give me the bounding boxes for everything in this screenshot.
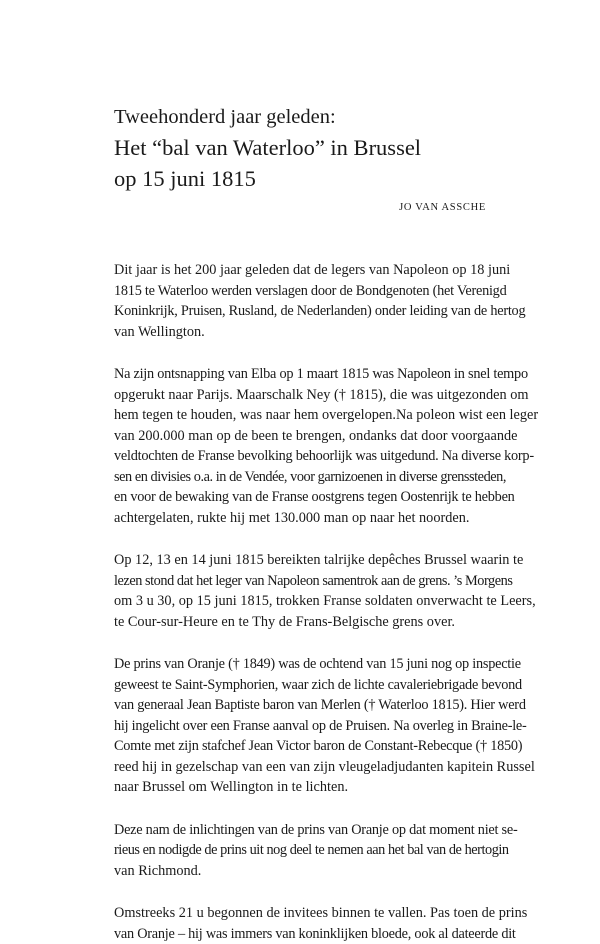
text-line: van Oranje – hij was immers van koninklijken bloede, ook al dateerde dit — [114, 924, 500, 944]
text-line: achtergelaten, rukte hij met 130.000 man op naar het noorden. — [114, 508, 500, 529]
paragraph-4 — [114, 654, 500, 798]
text-line: van generaal Jean Baptiste baron van Merlen († Waterloo 1815). Hier werd — [114, 695, 500, 716]
author-name: JO VAN ASSCHE — [399, 202, 486, 213]
paragraph-5 — [114, 820, 500, 882]
title-line-1: Tweehonderd jaar geleden: — [114, 102, 534, 132]
paragraph-6 — [114, 903, 500, 944]
text-line: Op 12, 13 en 14 juni 1815 bereikten talrijke depêches Brussel waarin te — [114, 550, 500, 571]
text-line: lezen stond dat het leger van Napoleon samentrok aan de grens. ’s Morgens — [114, 571, 500, 592]
text-line: hij ingelicht over een Franse aanval op de Pruisen. Na overleg in Braine-le- — [114, 716, 500, 737]
text-line: opgerukt naar Parijs. Maarschalk Ney († 1815), die was uitgezonden om — [114, 385, 500, 406]
text-line: om 3 u 30, op 15 juni 1815, trokken Franse soldaten onverwacht te Leers, — [114, 591, 500, 612]
text-line: 1815 te Waterloo werden verslagen door de Bondgenoten (het Verenigd — [114, 281, 500, 302]
text-line: en voor de bewaking van de Franse oostgrens tegen Oostenrijk te hebben — [114, 487, 500, 508]
paragraph-3 — [114, 550, 500, 632]
title-line-2: Het “bal van Waterloo” in Brussel — [114, 132, 534, 163]
text-line: Dit jaar is het 200 jaar geleden dat de legers van Napoleon op 18 juni — [114, 260, 500, 281]
text-line: Omstreeks 21 u begonnen de invitees binnen te vallen. Pas toen de prins — [114, 903, 500, 924]
text-line: veldtochten de Franse bevolking behoorlijk was uitgedund. Na diverse korp- — [114, 446, 500, 467]
text-line: De prins van Oranje († 1849) was de ochtend van 15 juni nog op inspectie — [114, 654, 500, 675]
article-body — [114, 260, 500, 944]
text-line: rieus en nodigde de prins uit nog deel te nemen aan het bal van de hertogin — [114, 840, 500, 861]
text-line: reed hij in gezelschap van een van zijn vleugeladjudanten kapitein Russel — [114, 757, 500, 778]
text-line: Comte met zijn stafchef Jean Victor baron de Constant-Rebecque († 1850) — [114, 736, 500, 757]
text-line: van Richmond. — [114, 861, 500, 882]
title-line-3: op 15 juni 1815 — [114, 163, 534, 194]
text-line: te Cour-sur-Heure en te Thy de Frans-Belgische grens over. — [114, 612, 500, 633]
paragraph-1 — [114, 260, 500, 342]
text-line: hem tegen te houden, was naar hem overgelopen.Na poleon wist een leger — [114, 405, 500, 426]
text-line: Deze nam de inlichtingen van de prins van Oranje op dat moment niet se- — [114, 820, 500, 841]
paragraph-2 — [114, 364, 500, 528]
text-line: naar Brussel om Wellington in te lichten. — [114, 777, 500, 798]
text-line: geweest te Saint-Symphorien, waar zich de lichte cavaleriebrigade bevond — [114, 675, 500, 696]
text-line: van Wellington. — [114, 322, 500, 343]
text-line: Na zijn ontsnapping van Elba op 1 maart 1815 was Napoleon in snel tempo — [114, 364, 500, 385]
text-line: van 200.000 man op de been te brengen, ondanks dat door voorgaande — [114, 426, 500, 447]
article-title — [114, 102, 534, 194]
text-line: Koninkrijk, Pruisen, Rusland, de Nederlanden) onder leiding van de hertog — [114, 301, 500, 322]
text-line: sen en divisies o.a. in de Vendée, voor garnizoenen in diverse grenssteden, — [114, 467, 500, 488]
